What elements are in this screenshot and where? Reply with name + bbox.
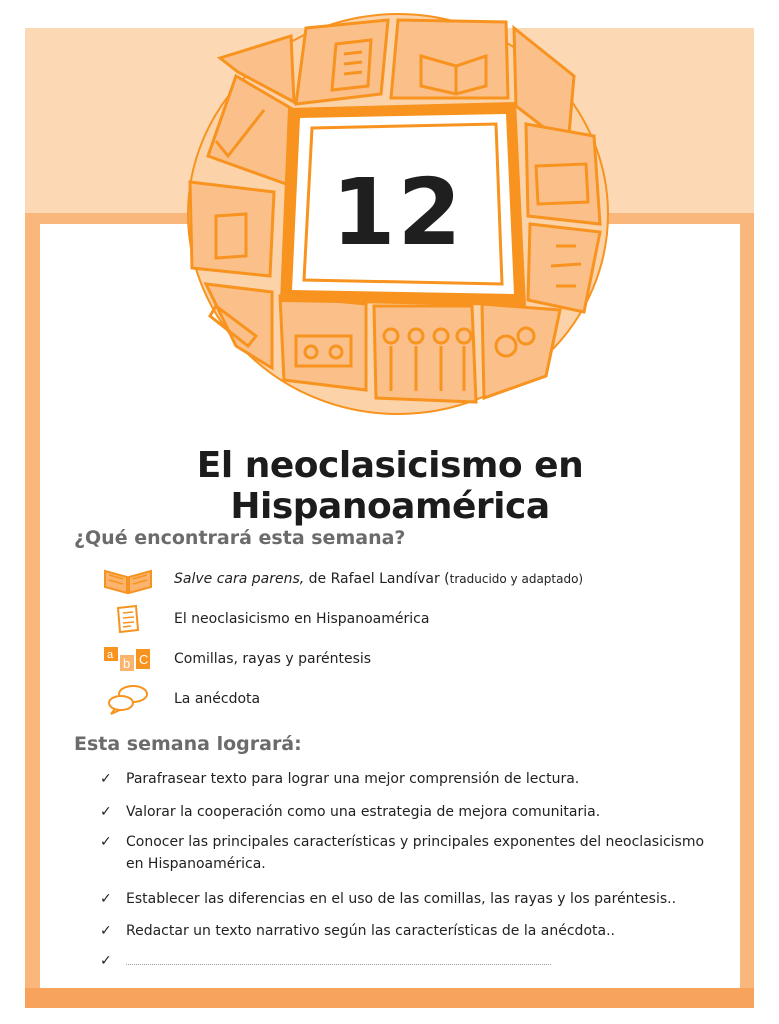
contents-item <box>100 562 583 596</box>
goal-text: Redactar un texto narrativo según las características de la anécdota.. <box>126 923 615 939</box>
check-icon: ✓ <box>100 891 112 907</box>
goals-heading: Esta semana logrará: <box>74 733 302 755</box>
contents-item-text: La anécdota <box>174 691 261 707</box>
check-icon: ✓ <box>100 771 112 787</box>
speech-bubbles-icon <box>100 682 156 716</box>
goal-item <box>100 831 720 875</box>
contents-item <box>100 682 260 716</box>
contents-item <box>100 602 429 636</box>
bottom-band <box>25 988 754 1008</box>
svg-text:C: C <box>139 652 149 667</box>
goal-text: Conocer las principales características y principales exponentes del neoclasicismo en Hispanoamérica. <box>126 834 705 872</box>
check-icon: ✓ <box>100 923 112 939</box>
svg-text:a: a <box>107 649 114 661</box>
page-title: El neoclasicismo en Hispanoamérica <box>196 445 584 527</box>
letters-icon <box>100 642 156 676</box>
check-icon: ✓ <box>100 953 112 969</box>
goal-item <box>100 801 720 823</box>
check-icon: ✓ <box>100 804 112 820</box>
goal-text: Establecer las diferencias en el uso de las comillas, las rayas y los paréntesis.. <box>126 891 677 907</box>
contents-item-text: Salve cara parens, de Rafael Landívar (traducido y adaptado) <box>174 571 584 587</box>
check-icon: ✓ <box>100 834 112 850</box>
chapter-number: 12 <box>331 159 464 266</box>
goal-text: Parafrasear texto para lograr una mejor comprensión de lectura. <box>126 771 580 787</box>
goal-item-blank <box>100 950 720 972</box>
goal-item <box>100 888 720 910</box>
goal-item <box>100 920 720 942</box>
contents-heading: ¿Qué encontrará esta semana? <box>74 527 406 549</box>
contents-item-text: El neoclasicismo en Hispanoamérica <box>174 611 430 627</box>
contents-item <box>100 642 371 676</box>
document-icon <box>100 602 156 636</box>
goal-text: Valorar la cooperación como una estrategia de mejora comunitaria. <box>126 804 601 820</box>
svg-text:b: b <box>123 656 131 671</box>
contents-item-text: Comillas, rayas y paréntesis <box>174 651 372 667</box>
book-icon <box>100 562 156 596</box>
blank-line <box>126 950 551 965</box>
goal-item <box>100 768 720 790</box>
